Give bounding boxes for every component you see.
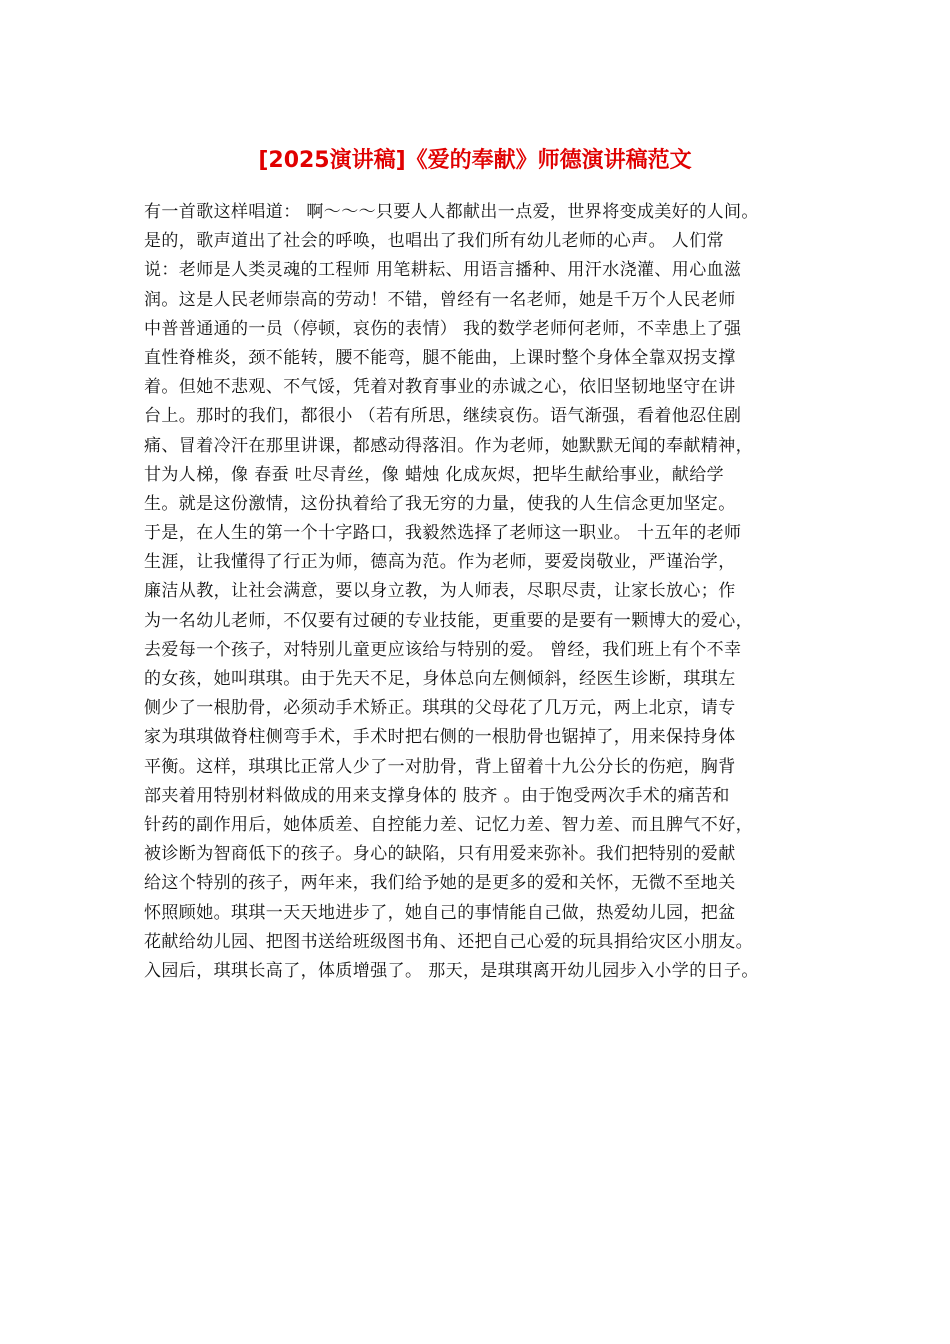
paragraph-line: 痛、冒着冷汗在那里讲课，都感动得落泪。作为老师，她默默无闻的奉献精神， xyxy=(144,435,753,456)
document-body xyxy=(144,198,844,986)
paragraph-line: 的女孩，她叫琪琪。由于先天不足，身体总向左侧倾斜，经医生诊断，琪琪左 xyxy=(144,669,736,689)
paragraph-line: 生涯，让我懂得了行正为师，德高为范。作为老师，要爱岗敬业，严谨治学， xyxy=(144,552,736,573)
document-title: [2025演讲稿]《爱的奉献》师德演讲稿范文 xyxy=(258,148,692,173)
paragraph-line: 家为琪琪做脊柱侧弯手术，手术时把右侧的一根肋骨也锯掉了，用来保持身体 xyxy=(144,727,736,748)
paragraph-line: 给这个特别的孩子，两年来，我们给予她的是更多的爱和关怀，无微不至地关 xyxy=(144,873,736,894)
paragraph-line: 侧少了一根肋骨，必须动手术矫正。琪琪的父母花了几万元，两上北京，请专 xyxy=(144,698,736,719)
paragraph-line: 着。但她不悲观、不气馁，凭着对教育事业的赤诚之心，依旧坚韧地坚守在讲 xyxy=(144,377,736,398)
paragraph-line: 生。就是这份激情，这份执着给了我无穷的力量，使我的人生信念更加坚定。 xyxy=(144,493,736,514)
paragraph-line: 于是，在人生的第一个十字路口，我毅然选择了老师这一职业。 十五年的老师 xyxy=(144,523,742,544)
paragraph-line: 廉洁从教，让社会满意，要以身立教，为人师表，尽职尽责，让家长放心；作 xyxy=(144,581,736,602)
paragraph-line: 部夹着用特别材料做成的用来支撑身体的 肢齐 。由于饱受两次手术的痛苦和 xyxy=(144,785,730,806)
paragraph-line: 润。这是人民老师崇高的劳动！不错，曾经有一名老师，她是千万个人民老师 xyxy=(144,289,736,310)
paragraph-line: 去爱每一个孩子，对特别儿童更应该给与特别的爱。 曾经，我们班上有个不幸 xyxy=(144,639,742,660)
paragraph-line: 针药的副作用后，她体质差、自控能力差、记忆力差、智力差、而且脾气不好， xyxy=(144,814,753,835)
paragraph-line: 有一首歌这样唱道： 啊～～～只要人人都献出一点爱，世界将变成美好的人间。 xyxy=(144,202,759,222)
paragraph-line: 中普普通通的一员（停顿，哀伤的表情） 我的数学老师何老师，不幸患上了强 xyxy=(144,318,742,339)
paragraph-line: 入园后，琪琪长高了，体质增强了。 那天，是琪琪离开幼儿园步入小学的日子。 xyxy=(144,960,759,981)
paragraph-line: 平衡。这样，琪琪比正常人少了一对肋骨，背上留着十九公分长的伤疤，胸背 xyxy=(144,756,736,777)
paragraph-line: 甘为人梯，像 春蚕 吐尽青丝，像 蜡烛 化成灰烬，把毕生献给事业，献给学 xyxy=(144,464,725,485)
paragraph-line: 直性脊椎炎，颈不能转，腰不能弯，腿不能曲，上课时整个身体全靠双拐支撑 xyxy=(144,347,736,368)
paragraph-line: 台上。那时的我们，都很小 （若有所思，继续哀伤。语气渐强，看着他忍住剧 xyxy=(144,406,742,427)
paragraph-line: 被诊断为智商低下的孩子。身心的缺陷，只有用爱来弥补。我们把特别的爱献 xyxy=(144,844,736,865)
paragraph-line: 说：老师是人类灵魂的工程师 用笔耕耘、用语言播种、用汗水浇灌、用心血滋 xyxy=(144,260,742,281)
paragraph-line: 为一名幼儿老师，不仅要有过硬的专业技能，更重要的是要有一颗博大的爱心， xyxy=(144,610,753,631)
paragraph-line: 怀照顾她。琪琪一天天地进步了，她自己的事情能自己做，热爱幼儿园，把盆 xyxy=(144,902,736,923)
paragraph-line: 花献给幼儿园、把图书送给班级图书角、还把自己心爱的玩具捐给灾区小朋友。 xyxy=(144,931,753,952)
paragraph-line: 是的，歌声道出了社会的呼唤，也唱出了我们所有幼儿老师的心声。 人们常 xyxy=(144,231,725,252)
